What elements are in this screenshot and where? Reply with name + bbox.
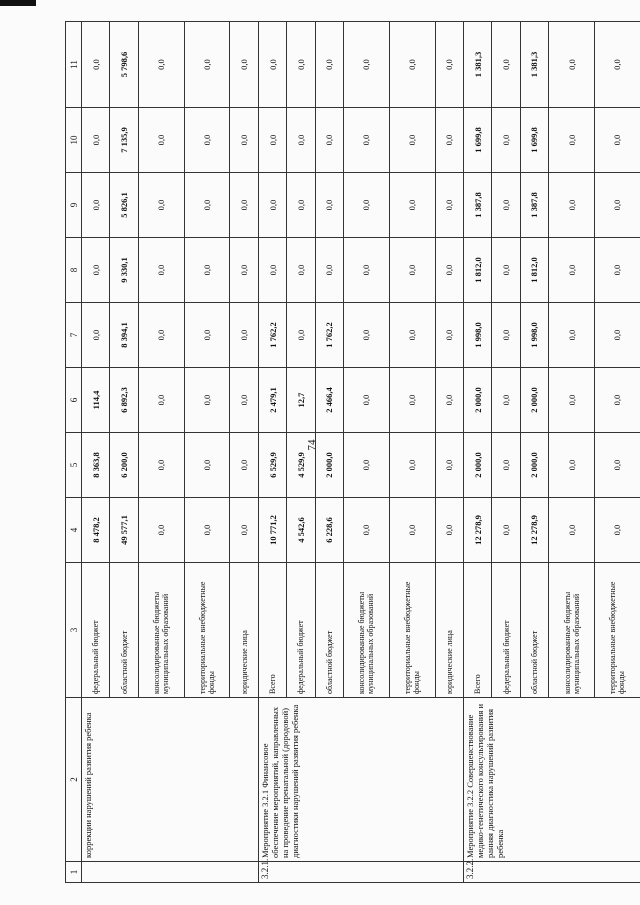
value-cell: 0,0 [549, 173, 595, 238]
activity-title: коррекции нарушений развития ребенка [82, 698, 259, 862]
value-cell: 0,0 [435, 368, 463, 433]
funding-source: юридические лица [230, 563, 258, 698]
value-cell: 0,0 [343, 368, 389, 433]
funding-source: Всего [464, 563, 492, 698]
value-cell: 12,7 [287, 368, 315, 433]
value-cell: 1 699,8 [464, 108, 492, 173]
value-cell: 0,0 [389, 433, 435, 498]
funding-source: федеральный бюджет [287, 563, 315, 698]
value-cell: 0,0 [184, 173, 230, 238]
funding-source: областной бюджет [315, 563, 343, 698]
funding-source: территориальные внебюджетные фонды [594, 563, 640, 698]
value-cell: 6 892,3 [110, 368, 138, 433]
value-cell: 0,0 [343, 303, 389, 368]
value-cell: 8 363,8 [82, 433, 110, 498]
value-cell: 0,0 [138, 498, 184, 563]
value-cell: 0,0 [549, 303, 595, 368]
column-header: 8 [66, 238, 82, 303]
value-cell: 2 000,0 [464, 368, 492, 433]
value-cell: 0,0 [492, 303, 520, 368]
value-cell: 0,0 [258, 22, 286, 108]
column-header: 4 [66, 498, 82, 563]
value-cell: 0,0 [435, 433, 463, 498]
value-cell: 0,0 [343, 433, 389, 498]
value-cell: 2 000,0 [520, 368, 548, 433]
column-header: 11 [66, 22, 82, 108]
value-cell: 0,0 [492, 368, 520, 433]
column-header: 7 [66, 303, 82, 368]
value-cell: 0,0 [138, 22, 184, 108]
value-cell: 0,0 [435, 108, 463, 173]
funding-source: областной бюджет [110, 563, 138, 698]
value-cell: 0,0 [258, 173, 286, 238]
value-cell: 2 466,4 [315, 368, 343, 433]
rotated-table-wrapper [65, 22, 640, 883]
value-cell: 0,0 [549, 498, 595, 563]
column-header: 3 [66, 563, 82, 698]
value-cell: 0,0 [287, 238, 315, 303]
value-cell: 2 000,0 [520, 433, 548, 498]
funding-source: федеральный бюджет [492, 563, 520, 698]
column-header: 2 [66, 698, 82, 862]
column-header: 5 [66, 433, 82, 498]
value-cell: 0,0 [230, 108, 258, 173]
value-cell: 0,0 [315, 238, 343, 303]
value-cell: 0,0 [138, 238, 184, 303]
column-header: 6 [66, 368, 82, 433]
funding-source: консолидированные бюджеты муниципальных образований [343, 563, 389, 698]
value-cell: 0,0 [343, 22, 389, 108]
value-cell: 2 479,1 [258, 368, 286, 433]
value-cell: 0,0 [287, 108, 315, 173]
value-cell: 0,0 [230, 498, 258, 563]
value-cell: 0,0 [594, 368, 640, 433]
value-cell: 5 826,1 [110, 173, 138, 238]
value-cell: 0,0 [594, 303, 640, 368]
value-cell: 0,0 [594, 498, 640, 563]
value-cell: 0,0 [389, 173, 435, 238]
value-cell: 6 200,0 [110, 433, 138, 498]
value-cell: 0,0 [287, 173, 315, 238]
item-number: 3.2.2. [464, 862, 640, 883]
value-cell: 0,0 [343, 108, 389, 173]
value-cell: 0,0 [315, 108, 343, 173]
value-cell: 1 381,3 [520, 22, 548, 108]
value-cell: 0,0 [492, 498, 520, 563]
value-cell: 0,0 [594, 108, 640, 173]
value-cell: 0,0 [492, 238, 520, 303]
item-number [82, 862, 259, 883]
value-cell: 0,0 [82, 238, 110, 303]
value-cell: 0,0 [138, 303, 184, 368]
value-cell: 6 228,6 [315, 498, 343, 563]
item-number: 3.2.1. [258, 862, 463, 883]
value-cell: 0,0 [287, 303, 315, 368]
header-row [66, 22, 82, 883]
value-cell: 0,0 [82, 173, 110, 238]
value-cell: 0,0 [138, 433, 184, 498]
value-cell: 0,0 [138, 108, 184, 173]
value-cell: 0,0 [258, 108, 286, 173]
value-cell: 0,0 [435, 303, 463, 368]
value-cell: 0,0 [230, 238, 258, 303]
table-row [464, 22, 492, 883]
value-cell: 9 330,1 [110, 238, 138, 303]
value-cell: 4 529,9 [287, 433, 315, 498]
value-cell: 6 529,9 [258, 433, 286, 498]
value-cell: 10 771,2 [258, 498, 286, 563]
funding-source: территориальные внебюджетные фонды [184, 563, 230, 698]
value-cell: 0,0 [389, 303, 435, 368]
value-cell: 12 278,9 [520, 498, 548, 563]
value-cell: 0,0 [435, 238, 463, 303]
value-cell: 0,0 [230, 368, 258, 433]
value-cell: 0,0 [492, 22, 520, 108]
value-cell: 0,0 [492, 433, 520, 498]
value-cell: 1 762,2 [315, 303, 343, 368]
value-cell: 1 998,0 [464, 303, 492, 368]
value-cell: 1 998,0 [520, 303, 548, 368]
value-cell: 0,0 [184, 368, 230, 433]
value-cell: 0,0 [82, 108, 110, 173]
value-cell: 0,0 [389, 498, 435, 563]
value-cell: 0,0 [435, 22, 463, 108]
value-cell: 1 812,0 [520, 238, 548, 303]
table-row [82, 22, 110, 883]
column-header: 9 [66, 173, 82, 238]
value-cell: 0,0 [184, 303, 230, 368]
value-cell: 0,0 [389, 108, 435, 173]
value-cell: 2 000,0 [315, 433, 343, 498]
table-body [66, 22, 640, 883]
value-cell: 0,0 [549, 238, 595, 303]
value-cell: 0,0 [258, 238, 286, 303]
value-cell: 0,0 [287, 22, 315, 108]
activity-title: Мероприятие 3.2.1 Финансовое обеспечение мероприятий, направленных на проведение пренатальной (дородовой) диагностики нарушений развития ребенка [258, 698, 463, 862]
page-number: 74 [306, 439, 318, 451]
value-cell: 12 278,9 [464, 498, 492, 563]
value-cell: 0,0 [343, 498, 389, 563]
value-cell: 114,4 [82, 368, 110, 433]
value-cell: 0,0 [594, 433, 640, 498]
value-cell: 0,0 [184, 238, 230, 303]
value-cell: 0,0 [315, 22, 343, 108]
value-cell: 0,0 [389, 368, 435, 433]
value-cell: 0,0 [389, 238, 435, 303]
value-cell: 7 135,9 [110, 108, 138, 173]
value-cell: 49 577,1 [110, 498, 138, 563]
funding-source: территориальные внебюджетные фонды [389, 563, 435, 698]
value-cell: 0,0 [230, 303, 258, 368]
activity-title: Мероприятие 3.2.2 Совершенствование медико-генетического консультирования и ранняя диагностика нарушений развития ребенка [464, 698, 640, 862]
value-cell: 1 381,3 [464, 22, 492, 108]
value-cell: 0,0 [549, 433, 595, 498]
value-cell: 0,0 [594, 238, 640, 303]
value-cell: 5 798,6 [110, 22, 138, 108]
funding-source: консолидированные бюджеты муниципальных образований [549, 563, 595, 698]
column-header: 1 [66, 862, 82, 883]
value-cell: 0,0 [230, 173, 258, 238]
value-cell: 0,0 [549, 368, 595, 433]
value-cell: 1 762,2 [258, 303, 286, 368]
value-cell: 4 542,6 [287, 498, 315, 563]
table-row [258, 22, 286, 883]
value-cell: 0,0 [138, 368, 184, 433]
value-cell: 0,0 [492, 108, 520, 173]
value-cell: 1 812,0 [464, 238, 492, 303]
value-cell: 0,0 [184, 433, 230, 498]
value-cell: 8 394,1 [110, 303, 138, 368]
value-cell: 0,0 [343, 173, 389, 238]
value-cell: 0,0 [230, 22, 258, 108]
value-cell: 0,0 [138, 173, 184, 238]
value-cell: 8 478,2 [82, 498, 110, 563]
value-cell: 0,0 [549, 22, 595, 108]
value-cell: 0,0 [594, 22, 640, 108]
funding-source: федеральный бюджет [82, 563, 110, 698]
value-cell: 0,0 [343, 238, 389, 303]
funding-source: Всего [258, 563, 286, 698]
column-header: 10 [66, 108, 82, 173]
value-cell: 0,0 [389, 22, 435, 108]
funding-source: консолидированные бюджеты муниципальных образований [138, 563, 184, 698]
value-cell: 0,0 [184, 108, 230, 173]
value-cell: 1 699,8 [520, 108, 548, 173]
funding-source: юридические лица [435, 563, 463, 698]
value-cell: 0,0 [82, 303, 110, 368]
funding-source: областной бюджет [520, 563, 548, 698]
value-cell: 0,0 [594, 173, 640, 238]
value-cell: 0,0 [230, 433, 258, 498]
value-cell: 0,0 [492, 173, 520, 238]
value-cell: 2 000,0 [464, 433, 492, 498]
value-cell: 0,0 [184, 22, 230, 108]
value-cell: 0,0 [435, 173, 463, 238]
value-cell: 0,0 [82, 22, 110, 108]
value-cell: 0,0 [184, 498, 230, 563]
value-cell: 0,0 [549, 108, 595, 173]
value-cell: 0,0 [315, 173, 343, 238]
value-cell: 1 387,8 [464, 173, 492, 238]
budget-table [65, 21, 640, 883]
value-cell: 1 387,8 [520, 173, 548, 238]
value-cell: 0,0 [435, 498, 463, 563]
scan-edge-mark [0, 0, 36, 6]
